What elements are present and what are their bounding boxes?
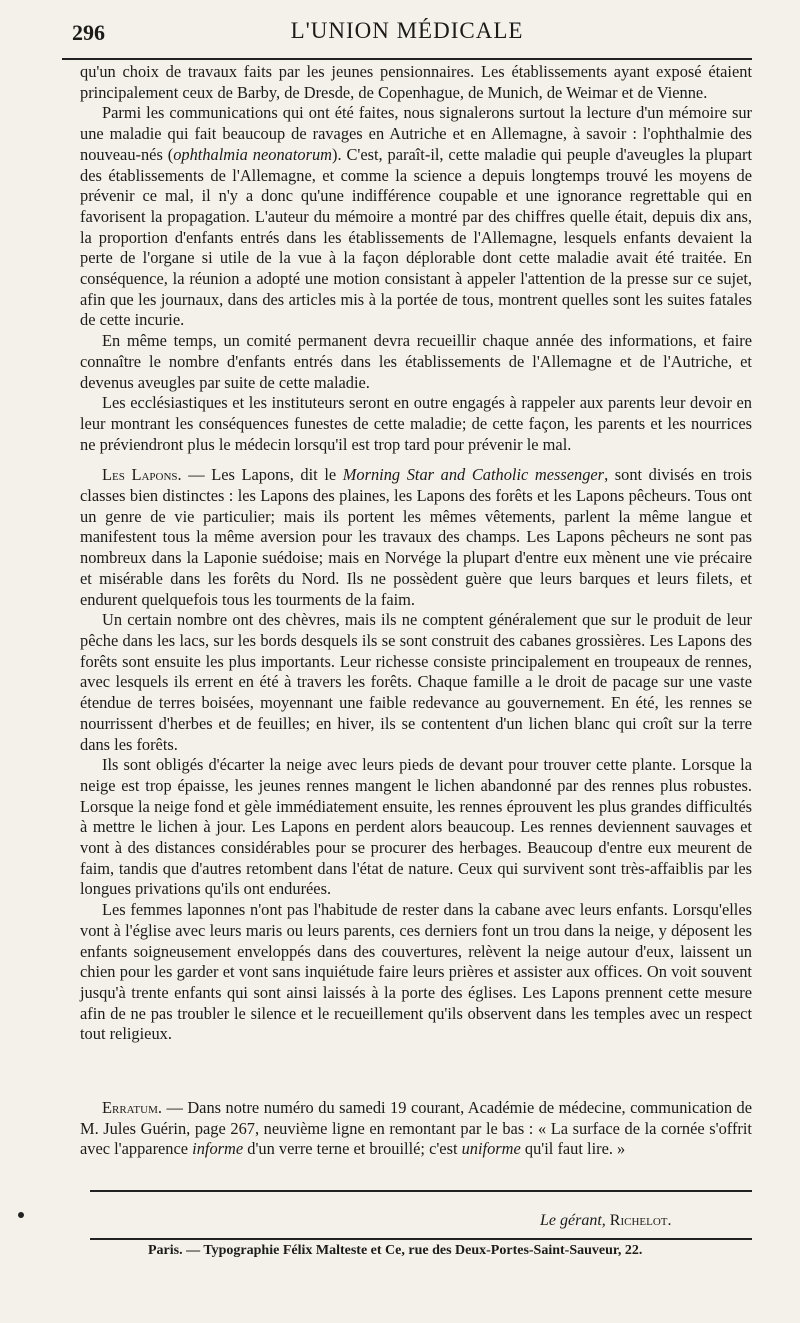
erratum-italic-2: uniforme: [461, 1139, 521, 1159]
signature-name: Richelot.: [609, 1212, 672, 1229]
paragraph-lapons-italic: Morning Star and Catholic messenger: [342, 465, 605, 485]
erratum-notice: [80, 1098, 752, 1160]
paragraph-lapons-text-a: — Les Lapons, dit le: [181, 465, 343, 485]
paragraph-7: Ils sont obligés d'écarter la neige avec leurs pieds de devant pour trouver cette plante. Lorsque la neige est trop épaisse, les jeunes rennes mangent le lichen abandonné par des rennes plus robustes. Lorsque la neige fond et gèle immédiatement ensuite, les rennes éprouvent les plus grandes difficultés à mettre le lichen à jour. Les Lapons en perdent alors beaucoup. Les rennes deviennent sauvages et vont à des distances considérables pour se procurer des herbages. Beaucoup d'entre eux meurent de faim, tandis que d'autres retombent dans l'état de nature. Ceux qui survivent sont très-affaiblis par les longues privations qu'ils ont endurées.: [80, 755, 752, 899]
signature-prefix: Le gérant,: [540, 1212, 606, 1229]
erratum-paragraph: [80, 1098, 752, 1160]
journal-title: L'UNION MÉDICALE: [290, 18, 524, 43]
erratum-text-b: d'un verre terne et brouillé; c'est: [243, 1139, 462, 1159]
section-gap: [80, 455, 752, 465]
paragraph-lapons-text-b: , sont divisés en trois classes bien distinctes : les Lapons des plaines, les Lapons des forêts et les Lapons pêcheurs. Tous ont un genre de vie particulier; mais ils portent les mêmes vêtements, parlent la même langue et manifestent tous la même aversion pour les travaux des champs. Les Lapons pêcheurs ne sont pas nombreux dans la Laponie suédoise; mais en Norvége la plupart d'entre eux mènent une vie précaire et misérable dans les forêts du Nord. Ils ne possèdent guère que leurs barques et leurs filets, et endurent quelquefois tous les tourments de la faim.: [80, 465, 753, 609]
page-number: 296: [72, 20, 105, 45]
printer-imprint: Paris. — Typographie Félix Malteste et Ce, rue des Deux-Portes-Saint-Sauveur, 22.: [148, 1243, 643, 1258]
paragraph-1: qu'un choix de travaux faits par les jeunes pensionnaires. Les établissements ayant exposé étaient principalement ceux de Barby, de Dresde, de Copenhague, de Munich, de Weimar et de Vienne.: [80, 62, 752, 102]
footer-rule-upper: [90, 1190, 752, 1192]
header-rule: [62, 58, 752, 60]
paragraph-3: En même temps, un comité permanent devra recueillir chaque année des informations, et faire connaître le nombre d'enfants entrés dans les établissements de l'Allemagne et de l'Autriche, et devenus aveugles par suite de cette maladie.: [80, 331, 752, 392]
paragraph-8: Les femmes laponnes n'ont pas l'habitude de rester dans la cabane avec leurs enfants. Lorsqu'elles vont à l'église avec leurs maris ou leurs parents, ces derniers font un trou dans la neige, y déposent les enfants soigneusement enveloppés dans des couvertures, relèvent la neige autour d'eux, laissent un chien pour les garder et vont sans inquiétude faire leurs prières et assister aux offices. On voit souvent jusqu'à trente enfants qui sont ainsi laissés à la porte des églises. Les Lapons prennent cette mesure afin de ne pas troubler le silence et le recueillement qu'ils observent dans les temples avec un respect tout religieux.: [80, 900, 752, 1044]
erratum-text-a: — Dans notre numéro du samedi 19 courant, Académie de médecine, communication de M. Jules Guérin, page 267, neuvième ligne en remontant par le bas : « La surface de la cornée s'offrit avec l'apparence: [80, 1098, 752, 1159]
paragraph-2-italic: ophthalmia neonatorum: [173, 144, 332, 164]
signature: [540, 1212, 672, 1230]
paragraph-2-text-b: ). C'est, paraît-il, cette maladie qui peuple d'aveugles la plupart des établissements de l'Allemagne, et comme la science a depuis longtemps trouvé les moyens de prévenir ce mal, il n'y a donc qu'une indifférence coupable et une ignorance regrettable qui en favorisent la propagation. L'auteur du mémoire a montré par des chiffres quelle était, depuis dix ans, la proportion d'enfants entrés dans les établissements de l'Allemagne, lesquels enfants devaient la perte de l'organe si utile de la vue à la façon déplorable dont cette maladie avait été traitée. En conséquence, la réunion a adopté une motion consistant à appeler l'attention de la presse sur ce sujet, afin que les journaux, dans des articles mis à la portée de tous, montrent quelles sont les suites fatales de cette incurie.: [80, 144, 753, 330]
margin-dot: [18, 1212, 24, 1218]
erratum-text-c: qu'il faut lire. »: [520, 1139, 626, 1159]
running-header: [62, 14, 752, 54]
paragraph-lapons: [80, 465, 752, 610]
erratum-italic-1: informe: [192, 1139, 244, 1159]
erratum-heading: Erratum.: [102, 1098, 162, 1117]
section-heading-lapons: Les Lapons.: [102, 465, 182, 485]
paragraph-6: Un certain nombre ont des chèvres, mais ils ne comptent généralement que sur le produit de leur pêche dans les lacs, sur les bords desquels ils se sont construit des cabanes grossières. Les Lapons des forêts sont ensuite les plus importants. Leur richesse consiste principalement en troupeaux de rennes, avec lesquels ils errent en été à travers les forêts. Chaque famille a le droit de pacage sur une vaste étendue de terres boisées, moyennant une faible redevance au gouvernement. En été, les rennes se nourrissent d'herbes et de feuilles; en hiver, ils se contentent d'un lichen blanc qui croît sur la terre dans les forêts.: [80, 610, 752, 754]
paragraph-2-text-a: Parmi les communications qui ont été faites, nous signalerons surtout la lecture d'un mémoire sur une maladie qui fait beaucoup de ravages en Autriche et en Allemagne, à savoir : l'ophthalmie des nouveau-nés (: [80, 103, 752, 164]
paragraph-4: Les ecclésiastiques et les instituteurs seront en outre engagés à rappeler aux parents leur devoir en leur montrant les conséquences funestes de cette maladie; de cette façon, les parents et les nourrices ne préviendront plus le médecin lorsqu'il est trop tard pour prévenir le mal.: [80, 393, 752, 454]
article-body: [80, 62, 752, 1045]
footer-rule-lower: [90, 1238, 752, 1240]
paragraph-2: [80, 103, 752, 331]
